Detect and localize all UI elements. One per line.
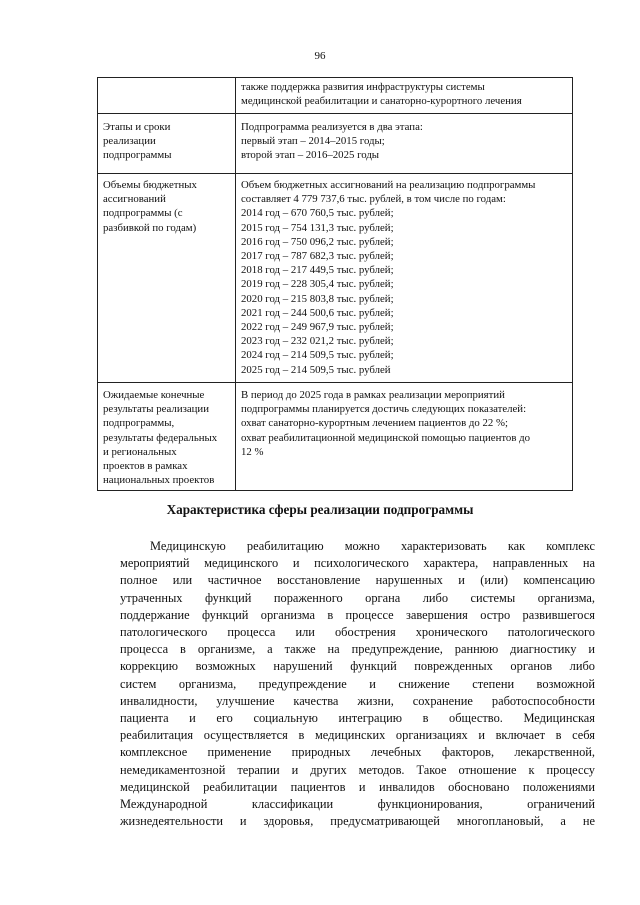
paragraph-line: жизнедеятельности и здоровья, предусматривающей многоплановый, а не [120, 814, 595, 829]
cell-line: 2018 год – 217 449,5 тыс. рублей; [241, 264, 394, 277]
cell-line: охват санаторно-курортным лечением пациентов до 22 %; [241, 417, 508, 430]
cell-label-line: и региональных [103, 445, 177, 458]
paragraph-line: утраченных функций пораженного органа либо системы организма, [120, 590, 595, 605]
cell-label-line: ассигнований [103, 193, 166, 206]
table-row [98, 174, 573, 383]
cell-label-line: результаты федеральных [103, 431, 218, 444]
cell-line: 2020 год – 215 803,8 тыс. рублей; [241, 292, 394, 305]
cell-label-line: подпрограммы, [103, 417, 175, 430]
table-row [98, 78, 573, 114]
cell-line: Объем бюджетных ассигнований на реализацию подпрограммы [241, 179, 536, 191]
cell-line: 2023 год – 232 021,2 тыс. рублей; [241, 335, 394, 348]
cell-label-line: Ожидаемые конечные [103, 389, 205, 401]
cell-line: 2015 год – 754 131,3 тыс. рублей; [241, 221, 394, 234]
paragraph-line: патологического процесса или обострения хронического патологического [120, 625, 595, 640]
cell-label-line: национальных проектов [103, 474, 215, 487]
paragraph-line: Международной классификации функционирования, ограничений [120, 797, 595, 812]
row-label-cell [98, 114, 236, 174]
cell-line: второй этап – 2016–2025 годы [241, 149, 380, 162]
cell-line: медицинской реабилитации и санаторно-курортного лечения [241, 95, 522, 108]
paragraph-line: пациента и его социальную интеграцию в общество. Медицинская [120, 711, 595, 726]
row-label-cell [98, 174, 236, 383]
paragraph-line: полное или частичное восстановление нарушенных и (или) компенсацию [120, 573, 595, 588]
cell-line: 2024 год – 214 509,5 тыс. рублей; [241, 349, 394, 362]
cell-line: 2016 год – 750 096,2 тыс. рублей; [241, 235, 394, 248]
paragraph-line: комплексное применение природных лечебных факторов, лекарственной, [120, 745, 595, 760]
cell-line: составляет 4 779 737,6 тыс. рублей, в том числе по годам: [241, 193, 506, 206]
cell-line: подпрограммы планируется достичь следующих показателей: [241, 403, 527, 416]
cell-line: 2022 год – 249 967,9 тыс. рублей; [241, 321, 394, 334]
cell-label-line: Этапы и сроки [103, 121, 171, 133]
body-paragraph [120, 538, 595, 830]
cell-label-line: реализации [103, 135, 156, 148]
cell-line: 12 % [241, 445, 264, 458]
cell-line: охват реабилитационной медицинской помощью пациентов до [241, 431, 531, 444]
cell-line: 2019 год – 228 305,4 тыс. рублей; [241, 278, 394, 291]
paragraph-line: мероприятий медицинского и психологического характера, направленных на [120, 556, 595, 571]
table-row [98, 383, 573, 491]
cell-label-line: результаты реализации [103, 403, 209, 416]
row-value-cell [236, 78, 573, 114]
page-number: 96 [314, 50, 326, 62]
cell-line: Подпрограмма реализуется в два этапа: [241, 121, 423, 133]
paragraph-line: медицинской реабилитации пациентов и инвалидов обосновано положениями [120, 779, 595, 794]
paragraph-line: коррекцию возможных нарушений функций поврежденных органов либо [120, 659, 595, 674]
cell-line: также поддержка развития инфраструктуры системы [241, 81, 485, 93]
cell-label-line: разбивкой по годам) [103, 221, 197, 234]
cell-line: 2021 год – 244 500,6 тыс. рублей; [241, 306, 394, 319]
row-value-cell [236, 383, 573, 491]
subprogram-passport-table [97, 77, 573, 491]
cell-line: 2014 год – 670 760,5 тыс. рублей; [241, 207, 394, 220]
paragraph-line: поддержание функций организма в процессе завершения остро развившегося [120, 607, 595, 622]
row-label-cell [98, 78, 236, 114]
paragraph-line: систем организма, предупреждение и снижение степени возможной [120, 676, 595, 691]
row-value-cell [236, 174, 573, 383]
paragraph-line: инвалидности, улучшение качества жизни, сохранение работоспособности [120, 693, 595, 708]
table-row [98, 114, 573, 174]
paragraph-line: немедикаментозной терапии и других методов. Такое отношение к процессу [120, 762, 595, 777]
cell-line: первый этап – 2014–2015 годы; [241, 135, 385, 148]
paragraph-line: реабилитация осуществляется в медицинских организациях и включает в себя [120, 728, 595, 743]
cell-label-line: проектов в рамках [103, 460, 188, 473]
paragraph-line: процесса в организме, а также на предупреждение, раннюю диагностику и [120, 642, 595, 657]
cell-line: 2025 год – 214 509,5 тыс. рублей [241, 363, 391, 376]
cell-line: В период до 2025 года в рамках реализации мероприятий [241, 389, 505, 401]
row-value-cell [236, 114, 573, 174]
cell-label-line: Объемы бюджетных [103, 179, 197, 191]
paragraph-line: Медицинскую реабилитацию можно характеризовать как комплекс [150, 539, 595, 553]
row-label-cell [98, 383, 236, 491]
cell-label-line: подпрограммы [103, 149, 172, 162]
section-title: Характеристика сферы реализации подпрограммы [166, 502, 474, 517]
cell-label-line: подпрограммы (с [103, 207, 183, 220]
cell-line: 2017 год – 787 682,3 тыс. рублей; [241, 250, 394, 263]
